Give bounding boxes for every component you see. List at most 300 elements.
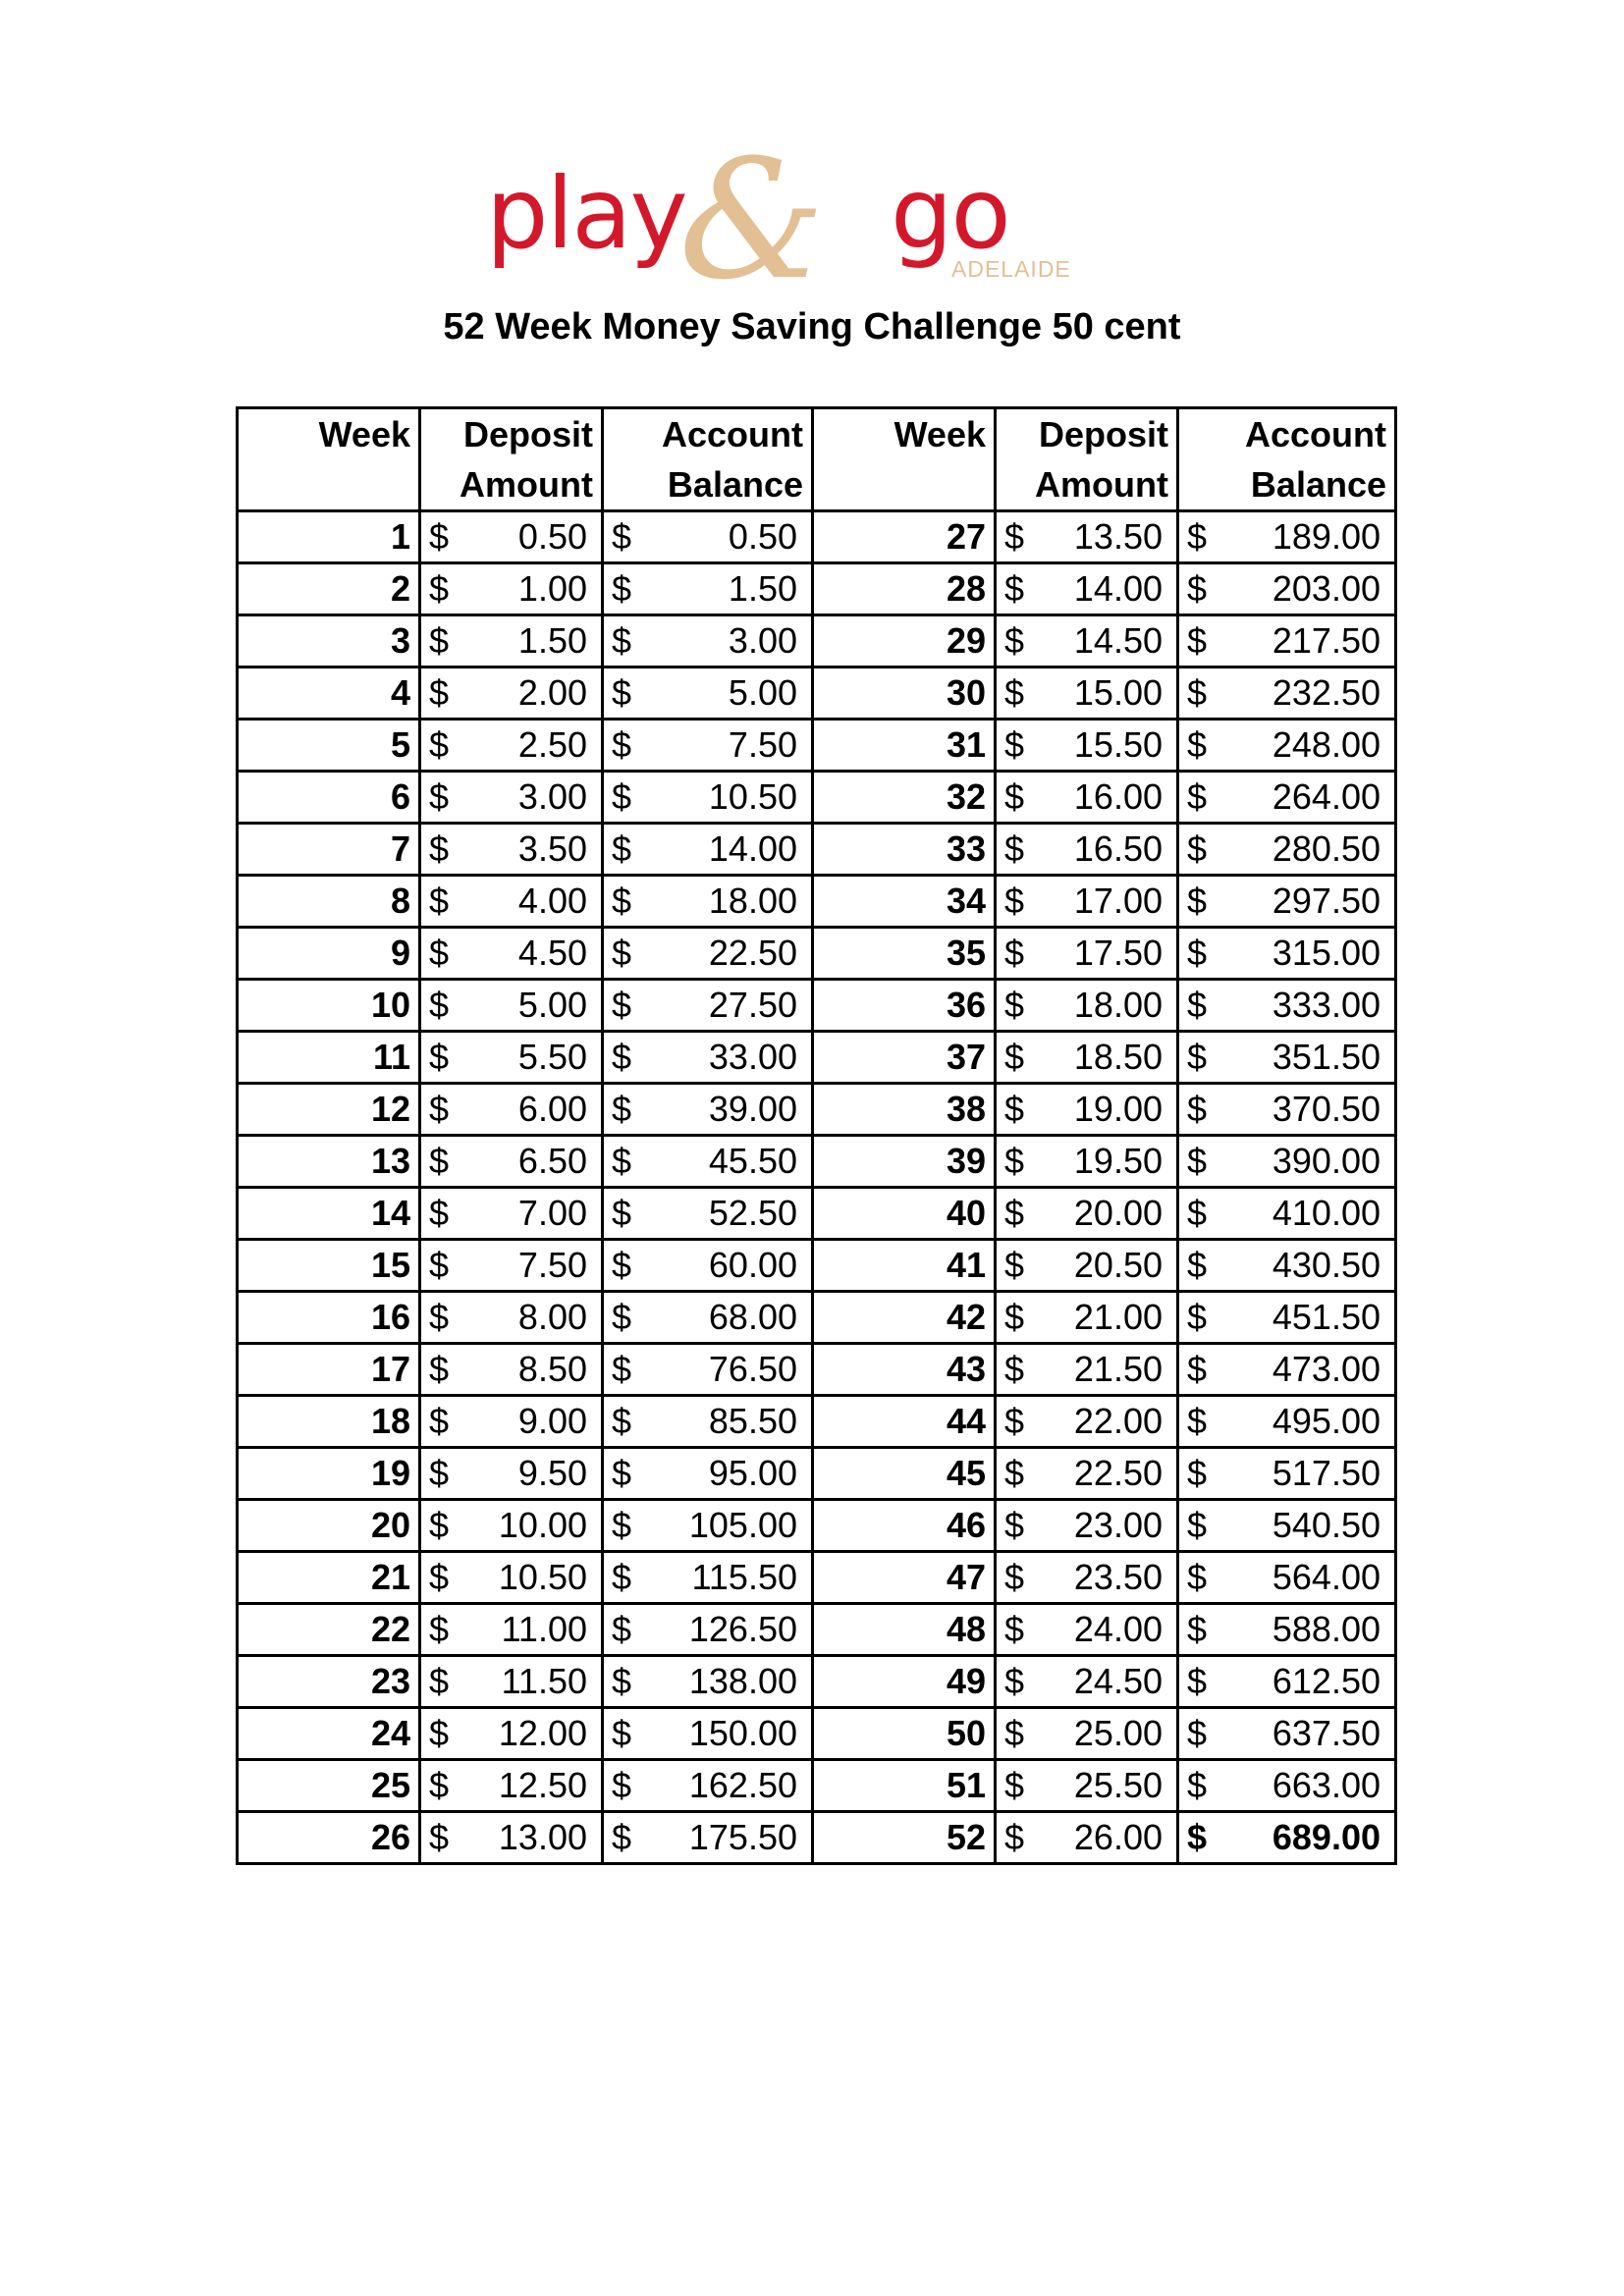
currency-symbol: $ [429, 1817, 450, 1857]
balance-cell [1178, 824, 1396, 876]
currency-symbol: $ [1004, 1557, 1025, 1597]
week-cell: 35 [813, 928, 996, 980]
balance-amount: 126.50 [688, 1609, 797, 1649]
deposit-amount: 19.50 [1073, 1141, 1163, 1181]
balance-cell [1178, 667, 1396, 720]
table-row [238, 1500, 1396, 1552]
balance-amount: 203.00 [1272, 568, 1380, 609]
currency-symbol: $ [1187, 985, 1208, 1025]
deposit-cell [420, 980, 603, 1032]
balance-amount: 248.00 [1272, 724, 1380, 765]
currency-symbol: $ [612, 828, 632, 869]
balance-cell [603, 1084, 813, 1136]
balance-cell [1178, 1760, 1396, 1812]
currency-symbol: $ [612, 776, 632, 817]
deposit-amount: 12.00 [498, 1713, 587, 1753]
currency-symbol: $ [429, 620, 450, 661]
currency-symbol: $ [612, 985, 632, 1025]
balance-amount: 85.50 [708, 1401, 797, 1441]
deposit-amount: 21.00 [1073, 1297, 1163, 1337]
balance-cell [603, 720, 813, 772]
balance-cell [603, 1396, 813, 1448]
currency-symbol: $ [612, 1401, 632, 1441]
currency-symbol: $ [429, 1505, 450, 1545]
currency-symbol: $ [1004, 568, 1025, 609]
deposit-amount: 18.50 [1073, 1037, 1163, 1077]
week-cell: 14 [238, 1188, 420, 1240]
currency-symbol: $ [612, 1713, 632, 1753]
deposit-amount: 6.50 [517, 1141, 587, 1181]
deposit-cell [420, 1448, 603, 1500]
week-cell: 27 [813, 511, 996, 563]
deposit-amount: 19.00 [1073, 1089, 1163, 1129]
currency-symbol: $ [1187, 1349, 1208, 1389]
currency-symbol: $ [612, 1661, 632, 1701]
currency-symbol: $ [612, 1453, 632, 1493]
balance-amount: 10.50 [708, 776, 797, 817]
week-cell: 45 [813, 1448, 996, 1500]
deposit-cell [996, 1292, 1178, 1344]
table-body [238, 511, 1396, 1864]
balance-cell [603, 1552, 813, 1604]
currency-symbol: $ [1187, 1557, 1208, 1597]
week-cell: 21 [238, 1552, 420, 1604]
deposit-cell [420, 511, 603, 563]
balance-amount: 430.50 [1272, 1245, 1380, 1285]
deposit-amount: 22.00 [1073, 1401, 1163, 1441]
currency-symbol: $ [1187, 568, 1208, 609]
currency-symbol: $ [612, 1557, 632, 1597]
deposit-cell [420, 1656, 603, 1708]
header-balance-right: Account Balance [1178, 408, 1396, 511]
deposit-amount: 18.00 [1073, 985, 1163, 1025]
currency-symbol: $ [1187, 724, 1208, 765]
balance-cell [1178, 511, 1396, 563]
deposit-amount: 3.00 [517, 776, 587, 817]
balance-amount: 3.00 [728, 620, 797, 661]
balance-amount: 280.50 [1272, 828, 1380, 869]
currency-symbol: $ [612, 1193, 632, 1233]
balance-amount: 18.00 [708, 881, 797, 921]
table-row [238, 1240, 1396, 1292]
table-row [238, 1188, 1396, 1240]
week-cell: 44 [813, 1396, 996, 1448]
week-cell: 36 [813, 980, 996, 1032]
deposit-cell [996, 563, 1178, 615]
currency-symbol: $ [1004, 1297, 1025, 1337]
deposit-amount: 20.50 [1073, 1245, 1163, 1285]
week-cell: 49 [813, 1656, 996, 1708]
balance-amount: 14.00 [708, 828, 797, 869]
week-cell: 29 [813, 615, 996, 667]
deposit-amount: 8.50 [517, 1349, 587, 1389]
balance-amount: 333.00 [1272, 985, 1380, 1025]
currency-symbol: $ [1187, 828, 1208, 869]
balance-amount: 33.00 [708, 1037, 797, 1077]
week-cell: 6 [238, 772, 420, 824]
currency-symbol: $ [1004, 1037, 1025, 1077]
logo-word-go: go [891, 156, 1009, 271]
balance-amount: 138.00 [688, 1661, 797, 1701]
deposit-cell [996, 1240, 1178, 1292]
balance-cell [1178, 563, 1396, 615]
deposit-cell [996, 772, 1178, 824]
week-cell: 11 [238, 1032, 420, 1084]
table-row [238, 1656, 1396, 1708]
deposit-cell [996, 1344, 1178, 1396]
currency-symbol: $ [429, 1297, 450, 1337]
table-row [238, 1032, 1396, 1084]
deposit-cell [996, 1656, 1178, 1708]
deposit-cell [996, 615, 1178, 667]
week-cell: 3 [238, 615, 420, 667]
deposit-cell [996, 667, 1178, 720]
table-row [238, 980, 1396, 1032]
deposit-amount: 15.00 [1073, 672, 1163, 713]
week-cell: 10 [238, 980, 420, 1032]
deposit-amount: 20.00 [1073, 1193, 1163, 1233]
currency-symbol: $ [1187, 1505, 1208, 1545]
deposit-amount: 17.00 [1073, 881, 1163, 921]
deposit-cell [420, 667, 603, 720]
balance-cell [1178, 1136, 1396, 1188]
balance-cell [603, 615, 813, 667]
currency-symbol: $ [429, 933, 450, 973]
deposit-cell [996, 1708, 1178, 1760]
currency-symbol: $ [1004, 1817, 1025, 1857]
balance-amount: 517.50 [1272, 1453, 1380, 1493]
table-row [238, 1292, 1396, 1344]
week-cell: 8 [238, 876, 420, 928]
deposit-cell [420, 563, 603, 615]
currency-symbol: $ [429, 881, 450, 921]
currency-symbol: $ [612, 620, 632, 661]
deposit-cell [420, 1812, 603, 1864]
balance-amount: 27.50 [708, 985, 797, 1025]
balance-amount: 52.50 [708, 1193, 797, 1233]
deposit-amount: 7.00 [517, 1193, 587, 1233]
week-cell: 43 [813, 1344, 996, 1396]
currency-symbol: $ [1004, 1245, 1025, 1285]
currency-symbol: $ [612, 933, 632, 973]
balance-cell [603, 1136, 813, 1188]
currency-symbol: $ [612, 1817, 632, 1857]
deposit-amount: 3.50 [517, 828, 587, 869]
deposit-cell [996, 1188, 1178, 1240]
balance-cell [1178, 1604, 1396, 1656]
currency-symbol: $ [1187, 1193, 1208, 1233]
week-cell: 16 [238, 1292, 420, 1344]
balance-amount: 45.50 [708, 1141, 797, 1181]
week-cell: 2 [238, 563, 420, 615]
deposit-amount: 26.00 [1073, 1817, 1163, 1857]
balance-amount: 612.50 [1272, 1661, 1380, 1701]
deposit-cell [996, 1812, 1178, 1864]
currency-symbol: $ [612, 1349, 632, 1389]
currency-symbol: $ [612, 724, 632, 765]
week-cell: 9 [238, 928, 420, 980]
balance-amount: 315.00 [1272, 933, 1380, 973]
currency-symbol: $ [429, 1661, 450, 1701]
deposit-cell [996, 1136, 1178, 1188]
currency-symbol: $ [429, 1765, 450, 1805]
balance-amount: 95.00 [708, 1453, 797, 1493]
deposit-cell [996, 720, 1178, 772]
balance-cell [603, 928, 813, 980]
table-row [238, 1136, 1396, 1188]
currency-symbol: $ [1187, 620, 1208, 661]
deposit-amount: 6.00 [517, 1089, 587, 1129]
deposit-amount: 24.50 [1073, 1661, 1163, 1701]
balance-amount: 390.00 [1272, 1141, 1380, 1181]
deposit-amount: 5.50 [517, 1037, 587, 1077]
play-and-go-logo [486, 124, 1095, 316]
deposit-cell [420, 1708, 603, 1760]
week-cell: 12 [238, 1084, 420, 1136]
deposit-amount: 12.50 [498, 1765, 587, 1805]
balance-cell [603, 980, 813, 1032]
balance-amount: 637.50 [1272, 1713, 1380, 1753]
balance-amount: 76.50 [708, 1349, 797, 1389]
currency-symbol: $ [429, 1609, 450, 1649]
balance-cell [1178, 615, 1396, 667]
balance-amount: 689.00 [1272, 1817, 1380, 1857]
currency-symbol: $ [612, 1505, 632, 1545]
deposit-amount: 4.00 [517, 881, 587, 921]
currency-symbol: $ [429, 1713, 450, 1753]
week-cell: 20 [238, 1500, 420, 1552]
week-cell: 15 [238, 1240, 420, 1292]
deposit-amount: 2.00 [517, 672, 587, 713]
currency-symbol: $ [1004, 1089, 1025, 1129]
week-cell: 32 [813, 772, 996, 824]
balance-cell [603, 1500, 813, 1552]
balance-cell [603, 511, 813, 563]
week-cell: 52 [813, 1812, 996, 1864]
deposit-cell [420, 1136, 603, 1188]
deposit-cell [996, 1552, 1178, 1604]
deposit-cell [420, 928, 603, 980]
balance-amount: 473.00 [1272, 1349, 1380, 1389]
deposit-amount: 16.00 [1073, 776, 1163, 817]
balance-cell [1178, 720, 1396, 772]
currency-symbol: $ [429, 776, 450, 817]
currency-symbol: $ [429, 1401, 450, 1441]
table-row [238, 615, 1396, 667]
deposit-cell [996, 1500, 1178, 1552]
deposit-cell [996, 824, 1178, 876]
balance-cell [603, 1708, 813, 1760]
week-cell: 34 [813, 876, 996, 928]
balance-cell [1178, 1708, 1396, 1760]
week-cell: 31 [813, 720, 996, 772]
deposit-amount: 17.50 [1073, 933, 1163, 973]
balance-amount: 564.00 [1272, 1557, 1380, 1597]
currency-symbol: $ [1004, 724, 1025, 765]
header-deposit-right: Deposit Amount [996, 408, 1178, 511]
balance-amount: 39.00 [708, 1089, 797, 1129]
currency-symbol: $ [1004, 985, 1025, 1025]
balance-amount: 115.50 [691, 1557, 797, 1597]
balance-cell [603, 563, 813, 615]
balance-amount: 175.50 [688, 1817, 797, 1857]
deposit-amount: 11.50 [501, 1661, 587, 1701]
deposit-amount: 24.00 [1073, 1609, 1163, 1649]
currency-symbol: $ [429, 1349, 450, 1389]
balance-amount: 351.50 [1272, 1037, 1380, 1077]
currency-symbol: $ [1187, 1817, 1208, 1857]
currency-symbol: $ [1004, 516, 1025, 557]
currency-symbol: $ [1187, 1453, 1208, 1493]
header-balance-left: Account Balance [603, 408, 813, 511]
currency-symbol: $ [1187, 776, 1208, 817]
balance-amount: 0.50 [728, 516, 797, 557]
balance-amount: 540.50 [1272, 1505, 1380, 1545]
table-row [238, 1084, 1396, 1136]
deposit-cell [996, 1760, 1178, 1812]
week-cell: 5 [238, 720, 420, 772]
balance-amount: 232.50 [1272, 672, 1380, 713]
table-row [238, 1448, 1396, 1500]
balance-amount: 588.00 [1272, 1609, 1380, 1649]
balance-amount: 60.00 [708, 1245, 797, 1285]
week-cell: 51 [813, 1760, 996, 1812]
table-row [238, 1760, 1396, 1812]
currency-symbol: $ [612, 568, 632, 609]
currency-symbol: $ [429, 672, 450, 713]
week-cell: 48 [813, 1604, 996, 1656]
balance-cell [1178, 1448, 1396, 1500]
week-cell: 47 [813, 1552, 996, 1604]
savings-table [236, 406, 1397, 1865]
logo-subtitle: ADELAIDE [951, 256, 1071, 282]
currency-symbol: $ [429, 1557, 450, 1597]
deposit-cell [996, 1084, 1178, 1136]
balance-cell [603, 824, 813, 876]
week-cell: 4 [238, 667, 420, 720]
deposit-amount: 22.50 [1073, 1453, 1163, 1493]
deposit-amount: 2.50 [517, 724, 587, 765]
currency-symbol: $ [612, 1765, 632, 1805]
table-row [238, 1812, 1396, 1864]
balance-amount: 5.00 [728, 672, 797, 713]
currency-symbol: $ [1004, 672, 1025, 713]
balance-cell [1178, 1552, 1396, 1604]
currency-symbol: $ [612, 1245, 632, 1285]
balance-cell [603, 1188, 813, 1240]
currency-symbol: $ [612, 1089, 632, 1129]
currency-symbol: $ [1004, 776, 1025, 817]
balance-cell [603, 1760, 813, 1812]
balance-cell [1178, 1240, 1396, 1292]
balance-amount: 217.50 [1272, 620, 1380, 661]
deposit-amount: 8.00 [517, 1297, 587, 1337]
deposit-cell [996, 1604, 1178, 1656]
deposit-cell [420, 1344, 603, 1396]
deposit-amount: 15.50 [1073, 724, 1163, 765]
currency-symbol: $ [429, 568, 450, 609]
balance-amount: 68.00 [708, 1297, 797, 1337]
deposit-amount: 14.50 [1073, 620, 1163, 661]
deposit-amount: 5.00 [517, 985, 587, 1025]
currency-symbol: $ [429, 1193, 450, 1233]
week-cell: 39 [813, 1136, 996, 1188]
balance-cell [603, 1604, 813, 1656]
week-cell: 23 [238, 1656, 420, 1708]
deposit-amount: 13.50 [1073, 516, 1163, 557]
balance-cell [603, 876, 813, 928]
balance-cell [1178, 1292, 1396, 1344]
deposit-amount: 4.50 [517, 933, 587, 973]
currency-symbol: $ [1187, 933, 1208, 973]
currency-symbol: $ [429, 1141, 450, 1181]
balance-amount: 150.00 [688, 1713, 797, 1753]
header-deposit-left: Deposit Amount [420, 408, 603, 511]
currency-symbol: $ [1187, 1765, 1208, 1805]
currency-symbol: $ [612, 516, 632, 557]
balance-cell [603, 1032, 813, 1084]
week-cell: 17 [238, 1344, 420, 1396]
currency-symbol: $ [612, 672, 632, 713]
deposit-amount: 1.50 [517, 620, 587, 661]
week-cell: 28 [813, 563, 996, 615]
currency-symbol: $ [429, 724, 450, 765]
currency-symbol: $ [1004, 828, 1025, 869]
deposit-cell [420, 720, 603, 772]
table-row [238, 1604, 1396, 1656]
currency-symbol: $ [429, 1089, 450, 1129]
currency-symbol: $ [1004, 1505, 1025, 1545]
week-cell: 25 [238, 1760, 420, 1812]
deposit-cell [420, 1760, 603, 1812]
deposit-cell [420, 1552, 603, 1604]
currency-symbol: $ [1187, 1609, 1208, 1649]
currency-symbol: $ [1187, 1401, 1208, 1441]
week-cell: 13 [238, 1136, 420, 1188]
balance-amount: 189.00 [1272, 516, 1380, 557]
table-row [238, 511, 1396, 563]
balance-cell [1178, 1812, 1396, 1864]
balance-amount: 105.00 [688, 1505, 797, 1545]
balance-cell [1178, 928, 1396, 980]
currency-symbol: $ [1187, 1037, 1208, 1077]
table-row [238, 1344, 1396, 1396]
currency-symbol: $ [612, 1141, 632, 1181]
deposit-amount: 16.50 [1073, 828, 1163, 869]
currency-symbol: $ [612, 1037, 632, 1077]
week-cell: 46 [813, 1500, 996, 1552]
balance-cell [1178, 1032, 1396, 1084]
week-cell: 18 [238, 1396, 420, 1448]
balance-amount: 7.50 [728, 724, 797, 765]
currency-symbol: $ [1187, 672, 1208, 713]
deposit-cell [420, 615, 603, 667]
deposit-cell [420, 1188, 603, 1240]
week-cell: 19 [238, 1448, 420, 1500]
deposit-cell [420, 1500, 603, 1552]
balance-amount: 297.50 [1272, 881, 1380, 921]
deposit-amount: 1.00 [517, 568, 587, 609]
currency-symbol: $ [1187, 1713, 1208, 1753]
week-cell: 38 [813, 1084, 996, 1136]
deposit-cell [420, 1032, 603, 1084]
header-week-left: Week [238, 408, 420, 511]
deposit-amount: 0.50 [517, 516, 587, 557]
balance-amount: 162.50 [688, 1765, 797, 1805]
currency-symbol: $ [1004, 1193, 1025, 1233]
balance-amount: 264.00 [1272, 776, 1380, 817]
deposit-amount: 9.00 [517, 1401, 587, 1441]
